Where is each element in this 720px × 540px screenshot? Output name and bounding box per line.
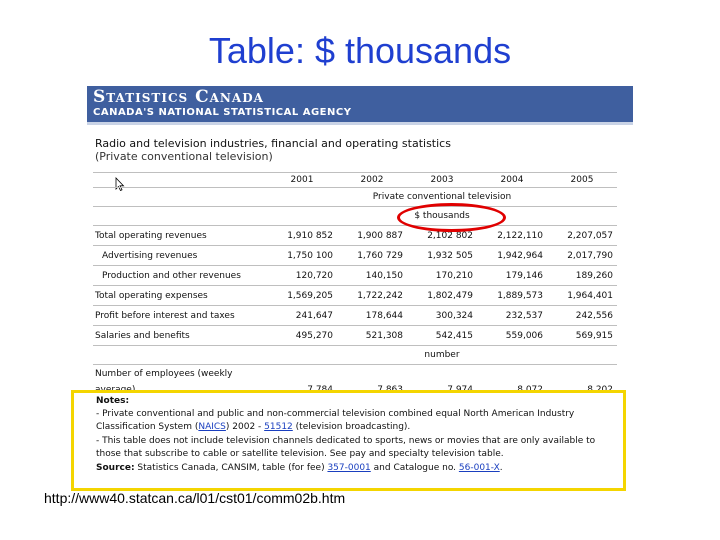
- employees-row: [93, 365, 617, 384]
- year-header: 2005: [547, 173, 617, 188]
- statcan-banner[interactable]: [87, 86, 633, 125]
- table-row: [93, 306, 617, 326]
- note-line: - This table does not include television channels dedicated to sports, news or movies that are only available to: [96, 436, 596, 446]
- table-cell: 495,270: [267, 326, 337, 346]
- highlight-ring: [397, 203, 506, 232]
- table-cell: 521,308: [337, 326, 407, 346]
- year-header: 2004: [477, 173, 547, 188]
- table-cell: 2,017,790: [547, 246, 617, 266]
- year-header-row: [93, 173, 617, 188]
- row-label: Total operating revenues: [93, 226, 267, 246]
- employees-label: Number of employees (weekly: [95, 369, 233, 379]
- table-cell: 1,942,964: [477, 246, 547, 266]
- table-cell: 1,932 505: [407, 246, 477, 266]
- year-header: 2001: [267, 173, 337, 188]
- source-url: http://www40.statcan.ca/l01/cst01/comm02b.htm: [44, 490, 346, 506]
- note-line: [96, 421, 410, 433]
- source-text: Statistics Canada, CANSIM, table (for fee): [134, 463, 328, 473]
- table-row: [93, 246, 617, 266]
- statcan-logo-text: Statistics Canada: [93, 87, 264, 107]
- table-cell: 1,910 852: [267, 226, 337, 246]
- cansim-table-link[interactable]: 357-0001: [327, 463, 371, 473]
- catalogue-link[interactable]: 56-001-X: [458, 463, 500, 473]
- table-cell: 178,644: [337, 306, 407, 326]
- row-label: Total operating expenses: [93, 286, 267, 306]
- note-line: - Private conventional and public and non-commercial television combined equal North American Industry: [96, 409, 575, 419]
- row-label: Production and other revenues: [93, 266, 267, 286]
- note-text: ) 2002 -: [225, 422, 265, 432]
- table-cell: 1,802,479: [407, 286, 477, 306]
- note-line: those that subscribe to cable or satellite television. See pay and specialty television table.: [96, 449, 504, 459]
- table-cell: 2,207,057: [547, 226, 617, 246]
- table-cell: 559,006: [477, 326, 547, 346]
- year-header: 2003: [407, 173, 477, 188]
- table-cell: 241,647: [267, 306, 337, 326]
- source-label: Source:: [96, 463, 135, 473]
- table-cell: 1,750 100: [267, 246, 337, 266]
- table-cell: 1,569,205: [267, 286, 337, 306]
- unit-header-row: [93, 207, 617, 226]
- table-row: [93, 326, 617, 346]
- notes-box: [71, 390, 626, 491]
- year-header: 2002: [337, 173, 407, 188]
- number-header-row: [93, 346, 617, 365]
- table-cell: 189,260: [547, 266, 617, 286]
- naics-link[interactable]: NAICS: [198, 422, 226, 432]
- table-cell: 2,102 802: [407, 226, 477, 246]
- table-row: [93, 226, 617, 246]
- notes-title: Notes:: [96, 396, 130, 406]
- table-cell: 2,122,110: [477, 226, 547, 246]
- source-text: and Catalogue no.: [370, 463, 459, 473]
- row-label: Advertising revenues: [93, 246, 267, 266]
- table-cell: 1,722,242: [337, 286, 407, 306]
- row-label: Profit before interest and taxes: [93, 306, 267, 326]
- table-cell: 140,150: [337, 266, 407, 286]
- note-text: (television broadcasting).: [292, 422, 411, 432]
- table-cell: 170,210: [407, 266, 477, 286]
- table-cell: 542,415: [407, 326, 477, 346]
- naics-code-link[interactable]: 51512: [264, 422, 293, 432]
- table-row: [93, 286, 617, 306]
- table-cell: 242,556: [547, 306, 617, 326]
- note-text: Classification System (: [96, 422, 199, 432]
- table-heading: Radio and television industries, financial and operating statistics: [95, 137, 451, 150]
- group-header-row: [93, 188, 617, 207]
- table-cell: 1,964,401: [547, 286, 617, 306]
- source-text: .: [499, 463, 503, 473]
- table-cell: 232,537: [477, 306, 547, 326]
- slide-title: Table: $ thousands: [208, 30, 512, 71]
- source-line: [96, 462, 503, 474]
- number-label: number: [267, 346, 617, 365]
- table-cell: 569,915: [547, 326, 617, 346]
- table-cell: 1,889,573: [477, 286, 547, 306]
- table-cell: 120,720: [267, 266, 337, 286]
- table-cell: 1,760 729: [337, 246, 407, 266]
- table-cell: 179,146: [477, 266, 547, 286]
- unit-label: $ thousands: [267, 207, 617, 226]
- table-subheading: (Private conventional television): [95, 150, 273, 163]
- row-label: Salaries and benefits: [93, 326, 267, 346]
- table-cell: 300,324: [407, 306, 477, 326]
- table-row: [93, 266, 617, 286]
- statistics-table: [93, 172, 617, 397]
- agency-tagline: CANADA'S NATIONAL STATISTICAL AGENCY: [93, 107, 352, 118]
- group-label: Private conventional television: [267, 188, 617, 207]
- table-cell: 1,900 887: [337, 226, 407, 246]
